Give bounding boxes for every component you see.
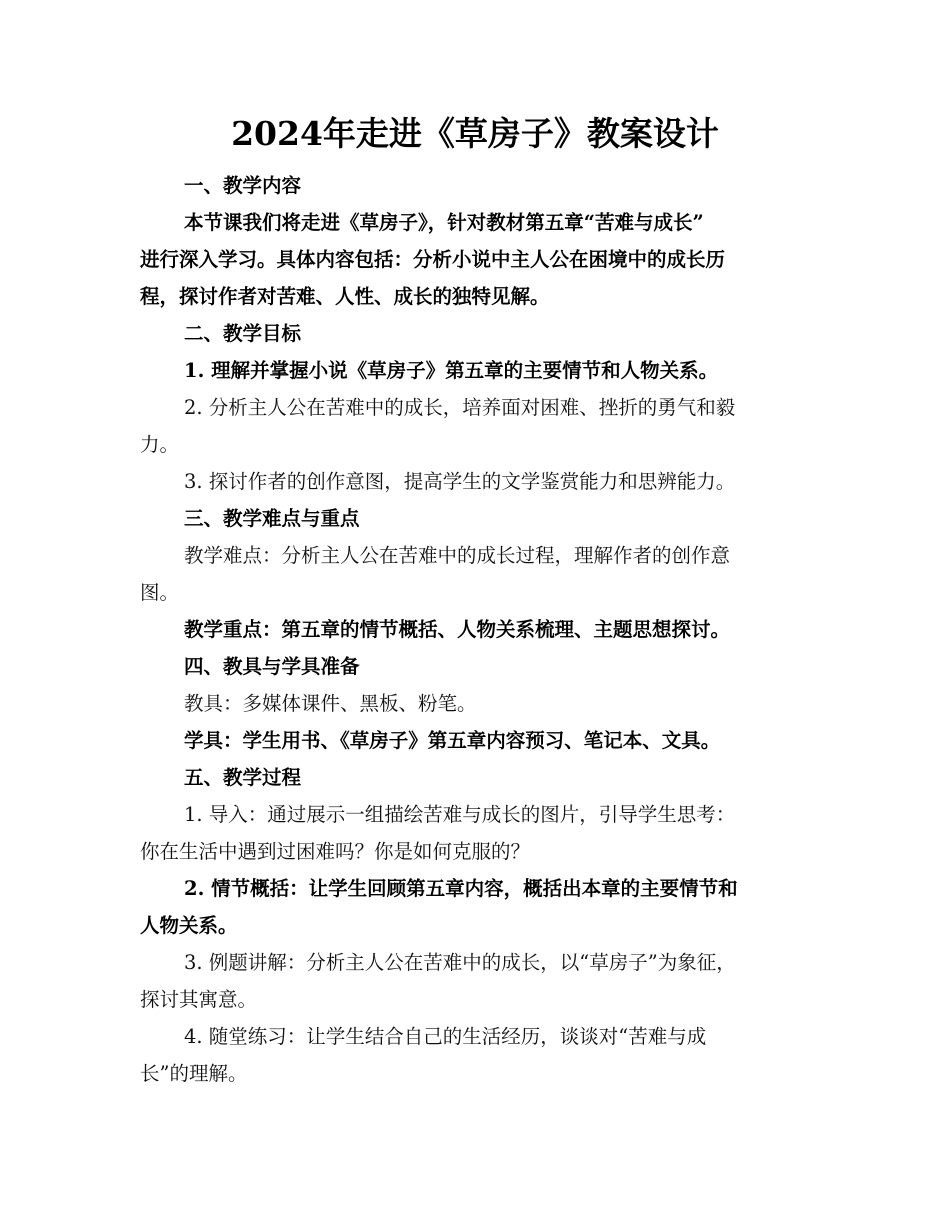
- text-line: 三、教学难点与重点: [184, 507, 360, 530]
- text-line: 1. 导入：通过展示一组描绘苦难与成长的图片，引导学生思考：: [184, 803, 736, 826]
- text-line: 长”的理解。: [140, 1062, 248, 1085]
- text-line: 1. 理解并掌握小说《草房子》第五章的主要情节和人物关系。: [184, 359, 719, 382]
- text-line: 2. 情节概括：让学生回顾第五章内容，概括出本章的主要情节和: [184, 877, 738, 900]
- document-body: [140, 167, 810, 1092]
- text-line: 教学难点：分析主人公在苦难中的成长过程，理解作者的创作意: [184, 544, 731, 567]
- text-line: 教具：多媒体课件、黑板、粉笔。: [184, 692, 477, 715]
- document-title: 2024年走进《草房子》教案设计: [231, 114, 719, 153]
- text-line: 3. 探讨作者的创作意图，提高学生的文学鉴赏能力和思辨能力。: [184, 470, 736, 493]
- text-line: 程，探讨作者对苦难、人性、成长的独特见解。: [140, 285, 550, 308]
- text-line: 3. 例题讲解：分析主人公在苦难中的成长，以“草房子”为象征，: [184, 951, 736, 974]
- text-line: 你在生活中遇到过困难吗？你是如何克服的？: [140, 840, 531, 863]
- text-line: 五、教学过程: [184, 766, 302, 789]
- text-line: 4. 随堂练习：让学生结合自己的生活经历，谈谈对“苦难与成: [184, 1025, 707, 1048]
- text-line: 一、教学内容: [184, 174, 302, 197]
- text-line: 本节课我们将走进《草房子》，针对教材第五章“苦难与成长”: [184, 211, 704, 234]
- text-line: 图。: [140, 581, 180, 604]
- text-line: 教学重点：第五章的情节概括、人物关系梳理、主题思想探讨。: [184, 618, 731, 641]
- text-line: 探讨其寓意。: [140, 988, 258, 1011]
- text-line: 进行深入学习。具体内容包括：分析小说中主人公在困境中的成长历: [140, 248, 726, 271]
- text-line: 人物关系。: [140, 914, 238, 937]
- text-line: 二、教学目标: [184, 322, 302, 345]
- text-line: 2. 分析主人公在苦难中的成长，培养面对困难、挫折的勇气和毅: [184, 396, 736, 419]
- text-line: 四、教具与学具准备: [184, 655, 360, 678]
- text-line: 力。: [140, 433, 180, 456]
- text-line: 学具：学生用书、《草房子》第五章内容预习、笔记本、文具。: [184, 729, 721, 752]
